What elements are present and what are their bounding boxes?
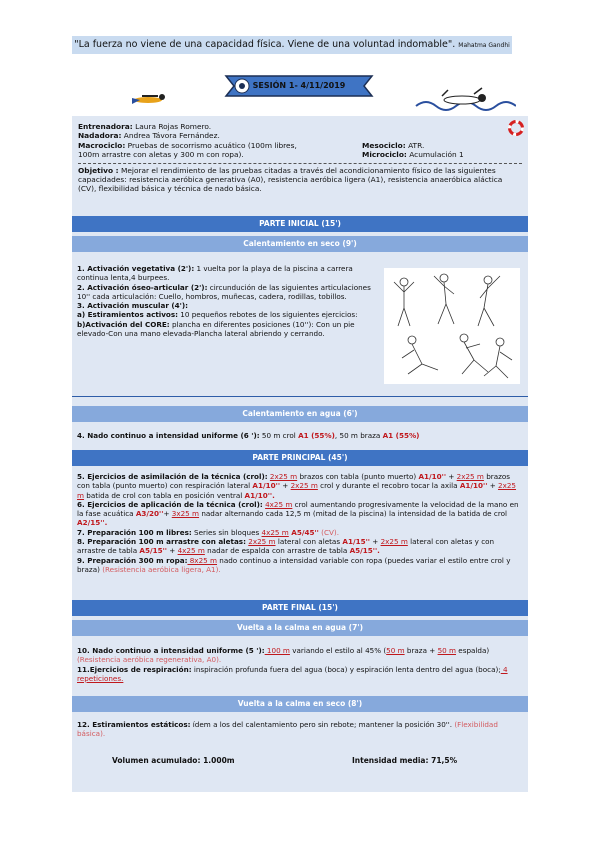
i5-d: + [446,472,457,481]
macro-value-2: 100m arrastre con aletas y 300 m con ropa). [78,150,244,160]
objective-text: Mejorar el rendimiento de las pruebas citadas a través del acondicionamiento físico de las siguientes capacidades: resistencia aeróbica generativa (A0), resistencia aeróbica ligera (A1), resistencia anaeróbica aláctica (CV), flexibilidad básica y técnica de nado básica. [78,165,503,194]
i10-d: braza + [404,646,438,655]
band-warm-water: Calentamiento en agua (6') [72,406,528,422]
i5-j: crol y durante el recobro tocar la axila [317,481,460,491]
i5-k: A1/10'' [459,481,488,491]
i8-i: 4x25 m [177,546,205,556]
item10-title: 10. Nado continuo a intensidad uniforme (5 '): [77,646,265,655]
total-volume: Volumen acumulado: 1.000m [112,756,235,765]
item4-int-a: A1 (55%) [298,431,335,440]
i5-n: batida de crol con tabla en posición ventral [84,490,245,500]
meso-value: ATR. [408,140,425,150]
i5-l: + [487,481,499,491]
i5-c: A1/10'' [418,472,447,481]
divider [78,163,522,164]
band-calm-dry: Vuelta a la calma en seco (8') [72,696,528,712]
item2-text: circundución de las siguientes articulaciones 10'' cada articulación: Cuello, hombros, muñecas, cadera, rodillas, tobillos. [77,282,371,301]
i6-a: 4x25 m [265,499,293,509]
i10-c: 50 m [386,646,405,655]
i7-a: Series sin bloques [191,527,262,537]
item9-title: 9. Preparación 300 m ropa: [77,555,188,565]
i10-b: variando el estilo al 45% ( [289,646,387,655]
i7-d: (CV). [318,527,340,537]
main-block [77,472,523,574]
coach-label: Entrenadora: [78,122,133,131]
item1-title: 1. Activación vegetativa (2'): [77,264,195,273]
band-warm-dry: Calentamiento en seco (9') [72,236,528,252]
i8-h: + [167,546,178,556]
swimmer-name: Andrea Távora Fernández. [123,131,220,141]
i12-b: (Flexibilidad básica). [77,720,498,739]
swimmer-icon [412,86,516,112]
i8-k: A5/15''. [349,546,380,556]
i5-i: 2x25 m [290,481,318,491]
item4-int-b: A1 (55%) [382,431,420,440]
i5-o: A1/10''. [244,490,275,500]
i5-m: 2x25 m [77,481,517,500]
session-info [78,122,522,194]
item4-text-c: , 50 m braza [334,431,383,440]
average-intensity: Intensidad media: 71,5% [352,756,458,765]
diver-icon [128,88,170,108]
calm-dry-block [77,720,523,739]
i9-a: 8x25 m [187,555,217,565]
i7-c: A5/45'' [288,527,319,537]
item3b-title: b)Activación del CORE: [77,319,170,329]
i8-j: nadar de espalda con arrastre de tabla [204,546,350,556]
i10-a: 100 m [264,646,290,655]
i6-d: + [163,509,172,519]
item4-title: 4. Nado continuo a intensidad uniforme (6 '): [77,431,260,440]
i10-e: 50 m [437,646,457,655]
i5-e: 2x25 m [456,472,484,481]
quote-banner [72,36,512,54]
i8-b: lateral con aletas [275,537,343,547]
i10-f: espalda) [456,646,490,655]
i9-b: nado continuo a intensidad variable con ropa (puedes variar el estilo entre crol y braza) [77,555,511,574]
i5-f: brazos con tabla (punto muerto) con respiración lateral [77,472,511,491]
session-banner [224,72,374,100]
band-initial: PARTE INICIAL (15') [72,216,528,232]
quote-author: Mahatma Gandhi [458,42,510,49]
i6-f: nadar alternando cada 12,5 m (mitad de la piscina) la intensidad de la batida de crol [199,509,508,519]
i5-h: + [280,481,291,491]
i12-a: ídem a los del calentamiento pero sin rebote; mantener la posición 30''. [190,720,453,729]
micro-value: Acumulación 1 [409,150,464,160]
item3-title: 3. Activación muscular (4'): [77,301,189,311]
calm-water-block [77,646,523,683]
i6-g: A2/15''. [77,518,108,528]
item6-title: 6. Ejercicios de aplicación de la técnica (crol): [77,499,263,509]
i11-a: inspiración profunda fuera del agua (boca) y espiración lenta dentro del agua (boca); [191,664,501,674]
i8-e: 2x25 m [380,537,408,547]
macro-value: Pruebas de socorrismo acuático (100m libres, [127,140,297,150]
quote-text: "La fuerza no viene de una capacidad física. Viene de una voluntad indomable". [74,39,456,50]
i6-c: A3/20'' [135,509,164,519]
i8-a: 2x25 m [248,537,276,547]
i6-b: crol aumentando progresivamente la velocidad de la mano en la fase acuática [77,499,519,519]
i9-c: (Resistencia aeróbica ligera, A1). [99,564,221,574]
band-main: PARTE PRINCIPAL (45') [72,450,528,466]
i8-f: lateral con aletas y con arrastre de tabla [77,537,495,556]
i8-g: A5/15'' [139,546,167,556]
macro-label: Macrociclo: [78,140,126,150]
objective-label: Objetivo : [78,165,119,175]
micro-label: Microciclo: [362,150,407,160]
i8-d: + [369,537,381,547]
i6-e: 3x25 m [171,509,200,519]
item4-text-a: 50 m crol [259,431,299,440]
swimmer-label: Nadadora: [78,131,122,141]
i5-a: 2x25 m [269,472,298,481]
item2-title: 2. Activación óseo-articular (2'): [77,282,208,292]
i5-g: A1/10'' [252,481,281,491]
i11-b: 4 repeticiones. [77,664,508,683]
item11-title: 11.Ejercicios de respiración: [77,664,192,674]
item7-title: 7. Preparación 100 m libres: [77,527,192,537]
item3a-title: a) Estiramientos activos: [77,310,179,320]
coach-name: Laura Rojas Romero. [135,122,212,131]
i5-b: brazos con tabla (punto muerto) [297,472,419,481]
warmup-dry-block [77,264,377,338]
item4 [77,431,523,440]
item12-title: 12. Estiramientos estáticos: [77,720,191,729]
session-title: SESIÓN 1- 4/11/2019 [252,81,346,90]
session-card [72,116,528,792]
lifering-icon [508,120,524,136]
item8-title: 8. Preparación 100 m arrastre con aletas: [77,537,246,547]
item1-text: 1 vuelta por la playa de la piscina a carrera continua lenta,4 burpees. [77,264,353,283]
item5-title: 5. Ejercicios de asimilación de la técnica (crol): [77,472,268,481]
band-final: PARTE FINAL (15') [72,600,528,616]
item3a-text: 10 pequeños rebotes de los siguientes ejercicios: [178,310,358,320]
meso-label: Mesociclo: [362,140,406,150]
i8-c: A1/15'' [342,537,370,547]
i10-g: (Resistencia aeróbica regenerativa, A0). [77,655,222,665]
band-calm-water: Vuelta a la calma en agua (7') [72,620,528,636]
i7-b: 4x25 m [261,527,289,537]
rule [72,396,528,397]
item3b-text: plancha en diferentes posiciones (10''): Con un pie elevado-Con una mano elevada-Plancha lateral abriendo y cerrando. [77,319,355,339]
stretching-sketch [384,268,520,384]
